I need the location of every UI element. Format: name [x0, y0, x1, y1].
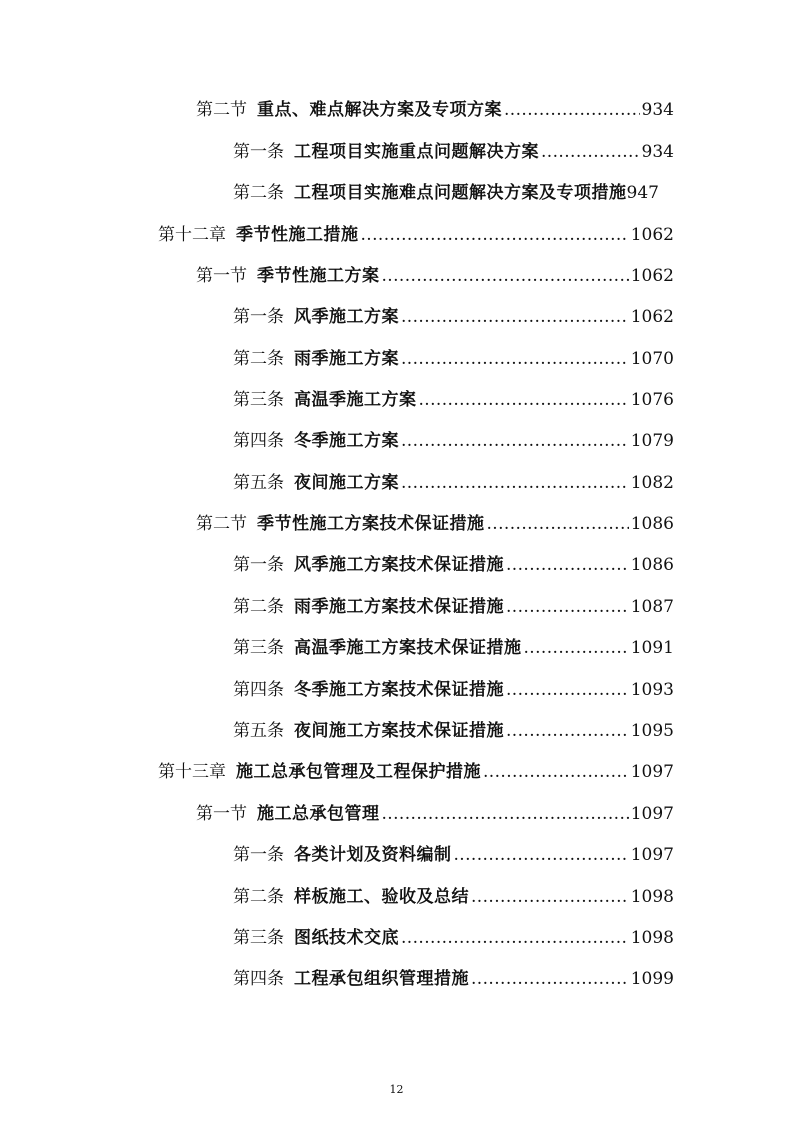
- dot-leader: [483, 759, 629, 785]
- toc-entry[interactable]: [233, 966, 674, 992]
- toc-entry-number: 第五条: [233, 721, 284, 741]
- toc-entry-title: 工程项目实施难点问题解决方案及专项措施: [294, 183, 627, 203]
- toc-entry-title: 图纸技术交底: [294, 928, 399, 948]
- toc-entry-title: 工程承包组织管理措施: [294, 969, 469, 989]
- toc-entry-page: 1091: [630, 638, 674, 658]
- toc-entry[interactable]: [233, 346, 674, 372]
- toc-entry-number: 第一节: [196, 804, 247, 824]
- dot-leader: [382, 263, 629, 289]
- dot-leader: [361, 222, 629, 248]
- toc-entry-title: 季节性施工措施: [236, 225, 359, 245]
- toc-entry-page: 1086: [630, 514, 674, 534]
- toc-entry-number: 第一条: [233, 307, 284, 327]
- toc-entry-title: 风季施工方案: [294, 307, 399, 327]
- toc-entry-number: 第一条: [233, 142, 284, 162]
- toc-entry-page: 1079: [630, 431, 674, 451]
- toc-entry-title: 各类计划及资料编制: [294, 845, 452, 865]
- toc-entry-number: 第十三章: [158, 762, 226, 782]
- toc-entry[interactable]: [233, 470, 674, 496]
- toc-entry-number: 第二条: [233, 183, 284, 203]
- toc-entry-title: 雨季施工方案技术保证措施: [294, 597, 504, 617]
- toc-entry-page: 1097: [630, 762, 674, 782]
- toc-entry-number: 第二节: [196, 514, 247, 534]
- toc-entry[interactable]: [158, 759, 674, 785]
- toc-entry-title: 冬季施工方案: [294, 431, 399, 451]
- toc-entry-number: 第四条: [233, 969, 284, 989]
- toc-entry-title: 雨季施工方案: [294, 349, 399, 369]
- toc-entry-number: 第三条: [233, 638, 284, 658]
- toc-entry-page: 1095: [630, 721, 674, 741]
- toc-entry[interactable]: [196, 263, 674, 289]
- dot-leader: [401, 304, 629, 330]
- toc-entry-page: 1098: [630, 887, 674, 907]
- toc-entry[interactable]: [158, 222, 674, 248]
- dot-leader: [401, 925, 629, 951]
- toc-entry-number: 第一条: [233, 555, 284, 575]
- dot-leader: [471, 884, 629, 910]
- toc-entry-title: 季节性施工方案: [257, 266, 380, 286]
- toc-entry-page: 1087: [630, 597, 674, 617]
- toc-entry-number: 第四条: [233, 431, 284, 451]
- toc-entry[interactable]: [233, 925, 674, 951]
- toc-entry-page: 1093: [630, 680, 674, 700]
- toc-entry-page: 1086: [630, 555, 674, 575]
- toc-entry[interactable]: [196, 97, 674, 123]
- toc-entry[interactable]: [233, 842, 674, 868]
- toc-entry[interactable]: [233, 594, 674, 620]
- toc-entry-page: 1098: [630, 928, 674, 948]
- toc-entry-title: 高温季施工方案: [294, 390, 417, 410]
- toc-entry[interactable]: [233, 180, 674, 206]
- toc-entry-title: 重点、难点解决方案及专项方案: [257, 100, 502, 120]
- toc-entry-number: 第五条: [233, 473, 284, 493]
- toc-entry-number: 第二节: [196, 100, 247, 120]
- toc-entry[interactable]: [196, 511, 674, 537]
- toc-entry-page: 934: [641, 142, 674, 162]
- toc-entry-page: 1076: [630, 390, 674, 410]
- toc-entry-title: 季节性施工方案技术保证措施: [257, 514, 485, 534]
- toc-entry-page: 1062: [630, 307, 674, 327]
- toc-entry-title: 样板施工、验收及总结: [294, 887, 469, 907]
- dot-leader: [506, 718, 629, 744]
- toc-entry[interactable]: [196, 801, 674, 827]
- toc-entry-number: 第四条: [233, 680, 284, 700]
- toc-entry-page: 947: [626, 183, 659, 203]
- toc-entry[interactable]: [233, 428, 674, 454]
- toc-entry-title: 高温季施工方案技术保证措施: [294, 638, 522, 658]
- toc-entry-number: 第十二章: [158, 225, 226, 245]
- toc-entry-title: 工程项目实施重点问题解决方案: [294, 142, 539, 162]
- toc-entry-page: 1062: [630, 266, 674, 286]
- toc-entry-number: 第三条: [233, 390, 284, 410]
- toc-entry[interactable]: [233, 635, 674, 661]
- toc-entry[interactable]: [233, 139, 674, 165]
- toc-entry-number: 第二条: [233, 597, 284, 617]
- toc-entry-number: 第二条: [233, 887, 284, 907]
- toc-entry-number: 第三条: [233, 928, 284, 948]
- toc-entry-page: 1070: [630, 349, 674, 369]
- dot-leader: [524, 635, 629, 661]
- toc-entry[interactable]: [233, 304, 674, 330]
- toc-entry-number: 第一节: [196, 266, 247, 286]
- toc-entry-number: 第二条: [233, 349, 284, 369]
- toc-entry-page: 1099: [630, 969, 674, 989]
- toc-entry-page: 1062: [630, 225, 674, 245]
- toc-entry-page: 1097: [630, 804, 674, 824]
- toc-entry-title: 施工总承包管理: [257, 804, 380, 824]
- toc-entry[interactable]: [233, 677, 674, 703]
- dot-leader: [506, 594, 629, 620]
- toc-entry-page: 1082: [630, 473, 674, 493]
- toc-entry-number: 第一条: [233, 845, 284, 865]
- toc-entry-title: 冬季施工方案技术保证措施: [294, 680, 504, 700]
- dot-leader: [506, 552, 629, 578]
- dot-leader: [454, 842, 629, 868]
- toc-entry-title: 风季施工方案技术保证措施: [294, 555, 504, 575]
- dot-leader: [504, 97, 640, 123]
- toc-entry[interactable]: [233, 387, 674, 413]
- toc-entry-page: 934: [641, 100, 674, 120]
- toc-entry-title: 夜间施工方案: [294, 473, 399, 493]
- toc-entry-page: 1097: [630, 845, 674, 865]
- dot-leader: [382, 801, 629, 827]
- dot-leader: [401, 428, 629, 454]
- toc-entry[interactable]: [233, 552, 674, 578]
- dot-leader: [506, 677, 629, 703]
- dot-leader: [541, 139, 640, 165]
- dot-leader: [401, 346, 629, 372]
- page-number: 12: [389, 1083, 404, 1096]
- dot-leader: [487, 511, 629, 537]
- toc-entry[interactable]: [233, 718, 674, 744]
- toc-entry-title: 夜间施工方案技术保证措施: [294, 721, 504, 741]
- toc-entry[interactable]: [233, 884, 674, 910]
- dot-leader: [471, 966, 629, 992]
- dot-leader: [419, 387, 629, 413]
- dot-leader: [401, 470, 629, 496]
- toc-entry-title: 施工总承包管理及工程保护措施: [236, 762, 481, 782]
